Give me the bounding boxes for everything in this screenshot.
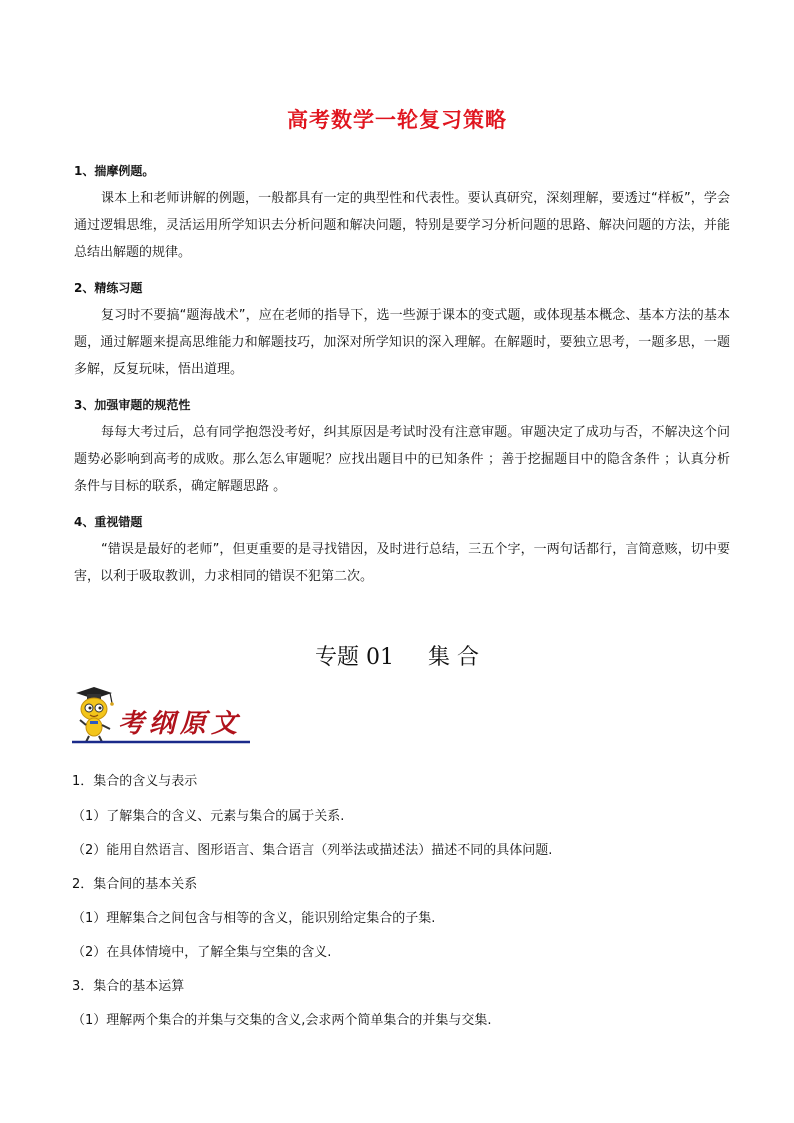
- outline-item: 3．集合的基本运算: [72, 979, 185, 994]
- section-4-body: “错误是最好的老师”，但更重要的是寻找错因，及时进行总结，三五个字，一两句话都行，言简意赅，切中要害，以利于吸取教训，力求相同的错误不犯第二次。: [74, 542, 730, 584]
- outline-item: （1）理解集合之间包含与相等的含义，能识别给定集合的子集.: [72, 911, 436, 926]
- section-1-body: 课本上和老师讲解的例题，一般都具有一定的典型性和代表性。要认真研究，深刻理解，要透过“样板”，学会通过逻辑思维，灵活运用所学知识去分析问题和解决问题，特别是要学习分析问题的思路、解决问题的方法，并能总结出解题的规律。: [74, 191, 730, 260]
- outline-item: （1）了解集合的含义、元素与集合的属于关系.: [72, 809, 345, 824]
- topic-title: [0, 640, 794, 671]
- outline-item: 1．集合的含义与表示: [72, 774, 198, 789]
- section-1-heading: 1、揣摩例题。: [74, 164, 155, 178]
- outline-item: （2）能用自然语言、图形语言、集合语言（列举法或描述法）描述不同的具体问题.: [72, 843, 553, 858]
- section-3-heading: 3、加强审题的规范性: [74, 398, 191, 412]
- section-2-body: 复习时不要搞“题海战术”，应在老师的指导下，选一些源于课本的变式题，或体现基本概念、基本方法的基本题，通过解题来提高思维能力和解题技巧，加深对所学知识的深入理解。在解题时，要独立思考，一题多思，一题多解，反复玩味，悟出道理。: [74, 308, 730, 377]
- section-4-heading: 4、重视错题: [74, 515, 143, 529]
- topic-name: 集 合: [428, 645, 479, 670]
- syllabus-banner-text: 考纲原文: [118, 709, 243, 739]
- outline-item: 2．集合间的基本关系: [72, 877, 198, 892]
- section-2-heading: 2、精练习题: [74, 281, 143, 295]
- section-3-body: 每每大考过后，总有同学抱怨没考好，纠其原因是考试时没有注意审题。审题决定了成功与否，不解决这个问题势必影响到高考的成败。那么怎么审题呢？应找出题目中的已知条件 ；善于挖掘题目中的隐含条件 ；认真分析条件与目标的联系，确定解题思路 。: [74, 425, 730, 494]
- outline-item: （2）在具体情境中，了解全集与空集的含义.: [72, 945, 332, 960]
- outline-item: （1）理解两个集合的并集与交集的含义,会求两个简单集合的并集与交集.: [72, 1013, 492, 1028]
- page-title: 高考数学一轮复习策略: [287, 108, 507, 132]
- topic-number: 专题 01: [315, 645, 394, 670]
- syllabus-banner: [68, 685, 252, 745]
